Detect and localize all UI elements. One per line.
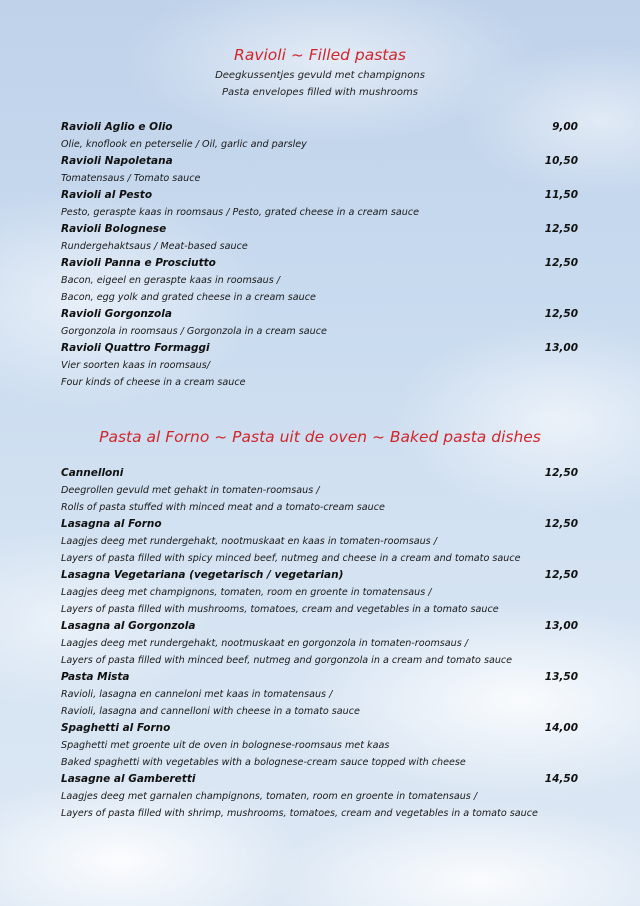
menu-item-price: 13,00: [544, 620, 578, 632]
menu-item-description: Laagjes deeg met rundergehakt, nootmuskaat en kaas in tomaten-roomsaus /: [61, 536, 437, 547]
menu-item-description: Spaghetti met groente uit de oven in bolognese-roomsaus met kaas: [61, 740, 390, 751]
menu-item-name: Lasagna al Gorgonzola: [61, 620, 196, 632]
menu-item-description: Rolls of pasta stuffed with minced meat and a tomato-cream sauce: [61, 502, 385, 513]
menu-item: [61, 618, 581, 669]
menu-item: [61, 465, 581, 516]
menu-item-name: Cannelloni: [61, 467, 124, 479]
menu-item-description: Olie, knoflook en peterselie / Oil, garlic and parsley: [61, 139, 307, 150]
menu-item-description: Four kinds of cheese in a cream sauce: [61, 377, 246, 388]
menu-item-description: Vier soorten kaas in roomsaus/: [61, 360, 210, 371]
menu-item-price: 9,00: [552, 121, 578, 133]
menu-item-name: Spaghetti al Forno: [61, 722, 171, 734]
menu-item-name: Ravioli Panna e Prosciutto: [61, 257, 216, 269]
menu-item-price: 11,50: [544, 189, 578, 201]
menu-item-price: 12,50: [544, 257, 578, 269]
menu-item-description: Layers of pasta filled with shrimp, mushrooms, tomatoes, cream and vegetables in a tomato sauce: [61, 808, 538, 819]
forno-section-title: Pasta al Forno ~ Pasta uit de oven ~ Baked pasta dishes: [99, 428, 541, 446]
menu-item: [61, 187, 581, 221]
menu-item-price: 14,00: [544, 722, 578, 734]
menu-item-description: Bacon, egg yolk and grated cheese in a cream sauce: [61, 292, 316, 303]
menu-item-name: Pasta Mista: [61, 671, 130, 683]
menu-item-description: Baked spaghetti with vegetables with a bolognese-cream sauce topped with cheese: [61, 757, 466, 768]
menu-item: [61, 221, 581, 255]
menu-item: [61, 255, 581, 306]
menu-item-description: Tomatensaus / Tomato sauce: [61, 173, 201, 184]
menu-item-price: 13,00: [544, 342, 578, 354]
menu-item-description: Bacon, eigeel en geraspte kaas in roomsaus /: [61, 275, 281, 286]
menu-item-name: Ravioli Aglio e Olio: [61, 121, 173, 133]
menu-item-description: Layers of pasta filled with spicy minced beef, nutmeg and cheese in a cream and tomato sauce: [61, 553, 521, 564]
menu-item: [61, 771, 581, 822]
menu-item: [61, 669, 581, 720]
menu-item-description: Pesto, geraspte kaas in roomsaus / Pesto, grated cheese in a cream sauce: [61, 207, 420, 218]
menu-item-description: Layers of pasta filled with mushrooms, tomatoes, cream and vegetables in a tomato sauce: [61, 604, 499, 615]
menu-item-price: 12,50: [544, 467, 578, 479]
menu-item-price: 10,50: [544, 155, 578, 167]
menu-item-description: Deegrollen gevuld met gehakt in tomaten-roomsaus /: [61, 485, 320, 496]
menu-item-description: Ravioli, lasagna en canneloni met kaas in tomatensaus /: [61, 689, 333, 700]
ravioli-subtitle-english: Pasta envelopes filled with mushrooms: [222, 87, 418, 98]
menu-item-name: Lasagna Vegetariana (vegetarisch / vegetarian): [61, 569, 344, 581]
menu-item-price: 12,50: [544, 308, 578, 320]
menu-item: [61, 153, 581, 187]
menu-item: [61, 567, 581, 618]
menu-item-name: Ravioli Gorgonzola: [61, 308, 172, 320]
menu-item-price: 12,50: [544, 223, 578, 235]
menu-item-description: Ravioli, lasagna and cannelloni with cheese in a tomato sauce: [61, 706, 360, 717]
menu-item-price: 12,50: [544, 569, 578, 581]
menu-item-description: Laagjes deeg met champignons, tomaten, room en groente in tomatensaus /: [61, 587, 432, 598]
menu-item-name: Lasagna al Forno: [61, 518, 162, 530]
menu-item: [61, 720, 581, 771]
menu-item: [61, 340, 581, 391]
menu-item-price: 14,50: [544, 773, 578, 785]
menu-item-description: Rundergehaktsaus / Meat-based sauce: [61, 241, 248, 252]
ravioli-section-title: Ravioli ~ Filled pastas: [234, 46, 406, 64]
menu-item-description: Laagjes deeg met garnalen champignons, tomaten, room en groente in tomatensaus /: [61, 791, 478, 802]
menu-item-name: Ravioli Bolognese: [61, 223, 167, 235]
menu-item-name: Ravioli al Pesto: [61, 189, 153, 201]
menu-item-price: 12,50: [544, 518, 578, 530]
menu-item-name: Lasagne al Gamberetti: [61, 773, 196, 785]
menu-item-description: Laagjes deeg met rundergehakt, nootmuskaat en gorgonzola in tomaten-roomsaus /: [61, 638, 469, 649]
menu-item-name: Ravioli Quattro Formaggi: [61, 342, 210, 354]
menu-item-description: Layers of pasta filled with minced beef, nutmeg and gorgonzola in a cream and tomato sauce: [61, 655, 513, 666]
menu-item: [61, 306, 581, 340]
ravioli-subtitle-dutch: Deegkussentjes gevuld met champignons: [215, 70, 425, 81]
menu-item: [61, 516, 581, 567]
menu-item-description: Gorgonzola in roomsaus / Gorgonzola in a cream sauce: [61, 326, 327, 337]
menu-item-price: 13,50: [544, 671, 578, 683]
menu-item-name: Ravioli Napoletana: [61, 155, 173, 167]
menu-item: [61, 119, 581, 153]
